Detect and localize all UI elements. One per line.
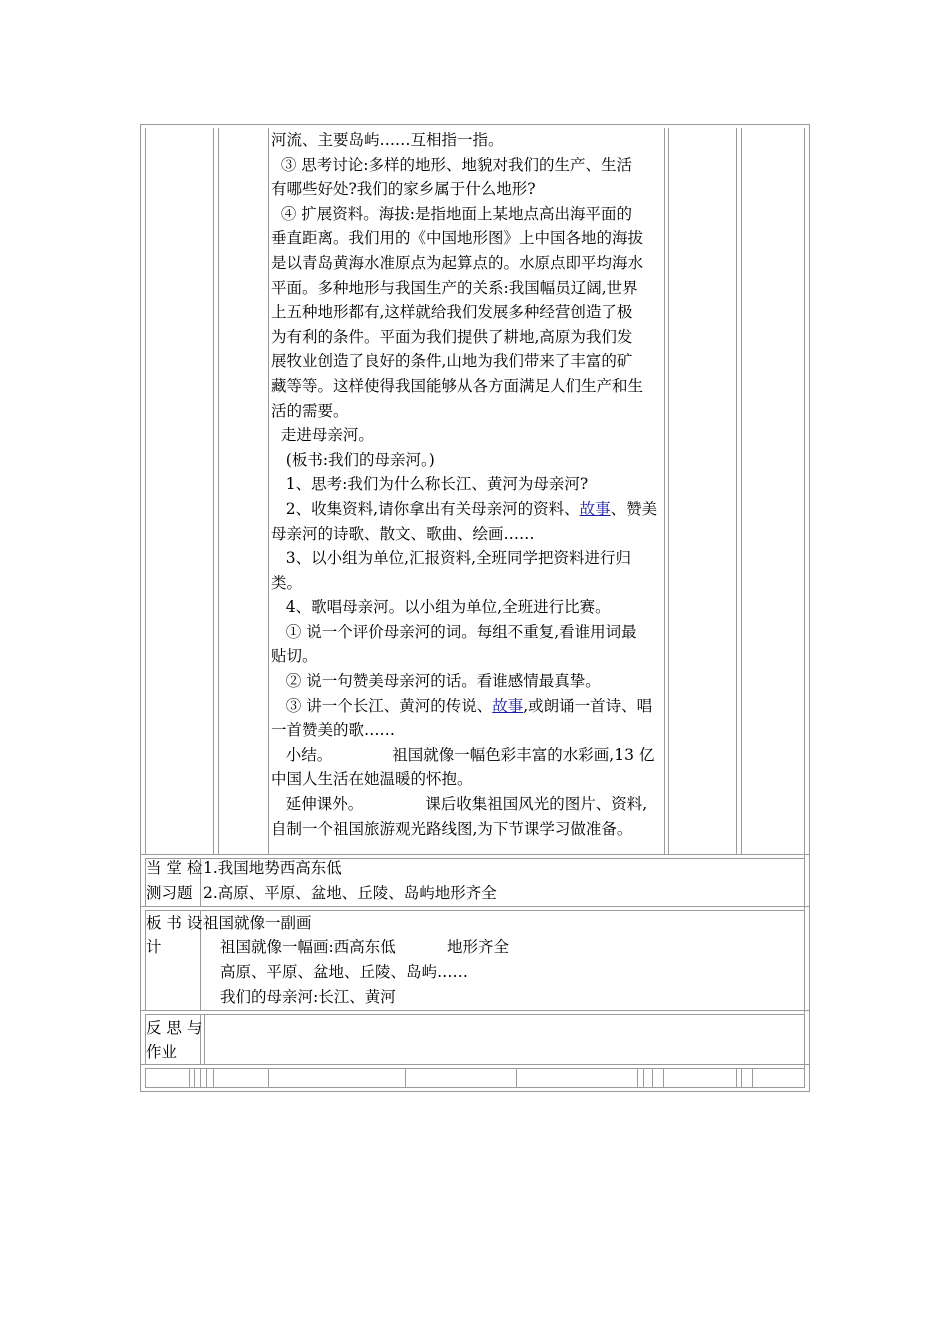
board-line: 祖国就像一幅画:西高东低 bbox=[220, 938, 396, 956]
table-grid-line bbox=[668, 128, 669, 854]
board-label: 板 书 设 bbox=[146, 914, 203, 932]
table-grid-line bbox=[643, 1068, 644, 1087]
content-line: 上五种地形都有,这样就给我们发展多种经营创造了极 bbox=[271, 303, 633, 322]
table-grid-line bbox=[652, 1068, 653, 1087]
story-link[interactable]: 故事 bbox=[492, 696, 524, 715]
content-line: 3、以小组为单位,汇报资料,全班同学把资料进行归 bbox=[271, 549, 631, 568]
content-line: 为有利的条件。平面为我们提供了耕地,高原为我们发 bbox=[271, 327, 633, 346]
content-text: 、赞美 bbox=[610, 499, 658, 518]
content-line: ④ 扩展资料。海拔:是指地面上某地点高出海平面的 bbox=[271, 204, 633, 223]
lesson-content bbox=[271, 128, 665, 841]
content-line: 1、思考:我们为什么称长江、黄河为母亲河? bbox=[271, 475, 589, 494]
board-title: 祖国就像一副画 bbox=[203, 914, 312, 932]
content-line: 平面。多种地形与我国生产的关系:我国幅员辽阔,世界 bbox=[271, 278, 638, 297]
content-line: 垂直距离。我们用的《中国地形图》上中国各地的海拔 bbox=[271, 229, 644, 248]
board-label: 计 bbox=[146, 938, 162, 956]
table-grid-line bbox=[200, 1068, 201, 1087]
table-grid-line bbox=[736, 1068, 737, 1087]
content-line bbox=[271, 743, 665, 768]
content-line: ② 说一句赞美母亲河的话。看谁感情最真挚。 bbox=[271, 672, 601, 691]
section-heading: 走进母亲河。 bbox=[271, 426, 374, 445]
table-grid-line bbox=[145, 1068, 805, 1069]
table-grid-line bbox=[141, 906, 809, 907]
content-line bbox=[271, 792, 665, 817]
content-line: ③ 思考讨论:多样的地形、地貌对我们的生产、生活 bbox=[271, 155, 633, 174]
extend-label: 延伸课外。 bbox=[271, 795, 364, 814]
content-line: 是以青岛黄海水准原点为起算点的。水原点即平均海水 bbox=[271, 253, 644, 272]
board-line: 高原、平原、盆地、丘陵、岛屿…… bbox=[220, 963, 469, 981]
table-grid-line bbox=[141, 1064, 809, 1065]
table-grid-line bbox=[141, 1010, 809, 1011]
content-line bbox=[271, 497, 665, 522]
content-line: 展牧业创造了良好的条件,山地为我们带来了丰富的矿 bbox=[271, 352, 633, 371]
story-link[interactable]: 故事 bbox=[579, 499, 611, 518]
table-grid-line bbox=[741, 1068, 742, 1087]
table-grid-line bbox=[145, 1068, 146, 1087]
extend-text: 课后收集祖国风光的图片、资料, bbox=[425, 795, 648, 814]
content-text: ,或朗诵一首诗、唱 bbox=[523, 696, 653, 715]
check-item: 1.我国地势西高东低 bbox=[203, 859, 342, 877]
table-grid-line bbox=[213, 1068, 214, 1087]
table-grid-line bbox=[213, 128, 214, 854]
content-line: 河流、主要岛屿……互相指一指。 bbox=[271, 131, 504, 149]
content-line: 自制一个祖国旅游观光路线图,为下节课学习做准备。 bbox=[271, 819, 633, 838]
content-line bbox=[271, 694, 665, 719]
table-grid-line bbox=[145, 1014, 805, 1015]
table-grid-line bbox=[736, 128, 737, 854]
content-line: 中国人生活在她温暖的怀抱。 bbox=[271, 770, 473, 789]
table-grid-line bbox=[189, 1068, 190, 1087]
table-grid-line bbox=[268, 1068, 269, 1087]
reflect-label: 反 思 与 bbox=[146, 1019, 203, 1037]
table-grid-line bbox=[145, 1087, 805, 1088]
table-grid-line bbox=[741, 128, 742, 854]
content-line: 4、歌唱母亲河。以小组为单位,全班进行比赛。 bbox=[271, 598, 611, 617]
table-grid-line bbox=[141, 854, 809, 855]
check-label: 当 堂 检 bbox=[146, 859, 203, 877]
table-grid-line bbox=[218, 128, 219, 854]
board-line: 我们的母亲河:长江、黄河 bbox=[220, 988, 396, 1006]
table-grid-line bbox=[145, 128, 146, 854]
table-grid-line bbox=[268, 128, 269, 854]
table-grid-line bbox=[516, 1068, 517, 1087]
check-label: 测习题 bbox=[146, 884, 193, 902]
reflect-label: 作业 bbox=[146, 1043, 178, 1061]
table-grid-line bbox=[206, 1068, 207, 1087]
content-line: (板书:我们的母亲河。) bbox=[271, 450, 435, 469]
check-item: 2.高原、平原、盆地、丘陵、岛屿地形齐全 bbox=[203, 884, 497, 902]
content-line: 一首赞美的歌…… bbox=[271, 721, 396, 740]
content-line: 活的需要。 bbox=[271, 401, 349, 420]
table-grid-line bbox=[405, 1068, 406, 1087]
content-text: 2、收集资料,请你拿出有关母亲河的资料、 bbox=[271, 499, 580, 518]
table-grid-line bbox=[663, 1068, 664, 1087]
content-line: 有哪些好处?我们的家乡属于什么地形? bbox=[271, 180, 536, 199]
summary-label: 小结。 bbox=[271, 745, 333, 764]
content-line: 贴切。 bbox=[271, 647, 318, 666]
table-grid-line bbox=[204, 1014, 205, 1064]
content-text: ③ 讲一个长江、黄河的传说、 bbox=[271, 696, 493, 715]
table-grid-line bbox=[804, 128, 805, 1088]
content-line: 类。 bbox=[271, 573, 303, 592]
table-grid-line bbox=[752, 1068, 753, 1087]
table-grid-line bbox=[194, 1068, 195, 1087]
summary-text: 祖国就像一幅色彩丰富的水彩画,13 亿 bbox=[392, 745, 655, 764]
content-line: ① 说一个评价母亲河的词。每组不重复,看谁用词最 bbox=[271, 622, 637, 641]
content-line: 藏等等。这样使得我国能够从各方面满足人们生产和生 bbox=[271, 376, 644, 395]
table-grid-line bbox=[637, 1068, 638, 1087]
board-line: 地形齐全 bbox=[447, 938, 510, 956]
content-line: 母亲河的诗歌、散文、歌曲、绘画…… bbox=[271, 524, 535, 543]
